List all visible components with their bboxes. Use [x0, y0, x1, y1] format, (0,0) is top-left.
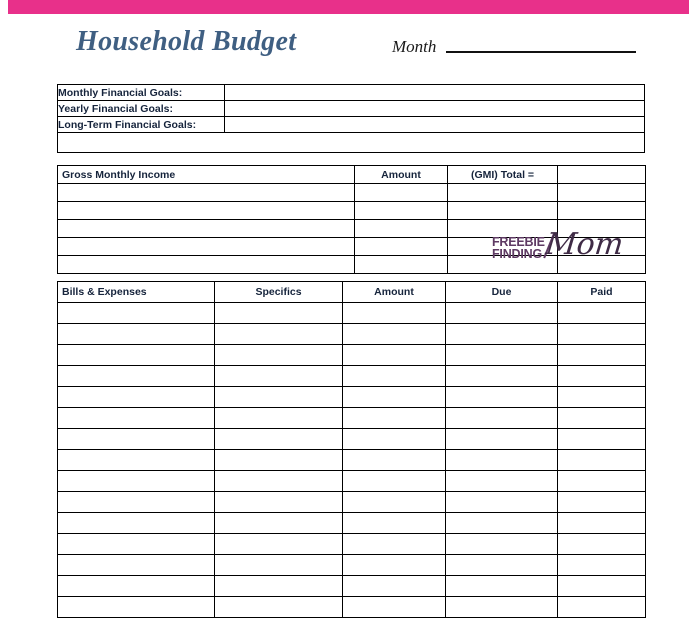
bills-due-cell[interactable]: [446, 429, 558, 450]
logo-line-2: FINDING: [492, 246, 542, 261]
freebie-finding-mom-logo: [492, 227, 642, 271]
income-source-cell[interactable]: [58, 220, 355, 238]
bills-amount-cell[interactable]: [343, 345, 446, 366]
top-accent-bar: [8, 0, 689, 14]
bills-amount-cell[interactable]: [343, 408, 446, 429]
bills-amount-cell[interactable]: [343, 366, 446, 387]
bills-name-cell[interactable]: [58, 555, 215, 576]
table-row: [58, 366, 646, 387]
income-amount-cell[interactable]: [355, 184, 448, 202]
bills-amount-cell[interactable]: [343, 576, 446, 597]
bills-specifics-cell[interactable]: [215, 366, 343, 387]
bills-amount-cell[interactable]: [343, 387, 446, 408]
income-amount-cell[interactable]: [355, 202, 448, 220]
bills-name-cell[interactable]: [58, 576, 215, 597]
bills-and-expenses-table: [57, 281, 646, 618]
table-row: [58, 408, 646, 429]
page-title: Household Budget: [76, 26, 297, 57]
bills-paid-cell[interactable]: [558, 324, 646, 345]
goal-label-monthly: Monthly Financial Goals:: [58, 85, 225, 101]
income-gmi-total-input[interactable]: [558, 166, 646, 184]
bills-paid-cell[interactable]: [558, 471, 646, 492]
logo-wordmark: [492, 237, 545, 260]
bills-paid-cell[interactable]: [558, 513, 646, 534]
bills-specifics-cell[interactable]: [215, 429, 343, 450]
month-field-group: [392, 38, 636, 55]
bills-name-cell[interactable]: [58, 597, 215, 618]
bills-due-cell[interactable]: [446, 303, 558, 324]
bills-specifics-cell[interactable]: [215, 450, 343, 471]
bills-amount-cell[interactable]: [343, 513, 446, 534]
bills-paid-cell[interactable]: [558, 387, 646, 408]
table-row: [58, 492, 646, 513]
bills-paid-cell[interactable]: [558, 429, 646, 450]
bills-name-cell[interactable]: [58, 429, 215, 450]
bills-name-cell[interactable]: [58, 450, 215, 471]
table-row: [58, 597, 646, 618]
income-source-cell[interactable]: [58, 238, 355, 256]
bills-specifics-cell[interactable]: [215, 492, 343, 513]
bills-name-cell[interactable]: [58, 303, 215, 324]
income-source-cell[interactable]: [58, 184, 355, 202]
bills-due-cell[interactable]: [446, 597, 558, 618]
bills-paid-cell[interactable]: [558, 534, 646, 555]
bills-amount-cell[interactable]: [343, 324, 446, 345]
bills-paid-cell[interactable]: [558, 408, 646, 429]
bills-specifics-cell[interactable]: [215, 387, 343, 408]
logo-script-mom: Mom: [544, 227, 626, 262]
goal-input-yearly[interactable]: [225, 101, 645, 117]
income-amount-cell[interactable]: [355, 238, 448, 256]
table-row: [58, 450, 646, 471]
table-row: [58, 324, 646, 345]
bills-header-paid: Paid: [558, 282, 646, 303]
bills-due-cell[interactable]: [446, 471, 558, 492]
bills-paid-cell[interactable]: [558, 366, 646, 387]
goal-label-yearly: Yearly Financial Goals:: [58, 101, 225, 117]
goal-input-monthly[interactable]: [225, 85, 645, 101]
bills-paid-cell[interactable]: [558, 492, 646, 513]
table-row: [58, 387, 646, 408]
bills-due-cell[interactable]: [446, 345, 558, 366]
bills-specifics-cell[interactable]: [215, 303, 343, 324]
bills-specifics-cell[interactable]: [215, 597, 343, 618]
table-row: [58, 303, 646, 324]
bills-name-cell[interactable]: [58, 471, 215, 492]
bills-specifics-cell[interactable]: [215, 471, 343, 492]
goal-label-longterm: Long-Term Financial Goals:: [58, 117, 225, 133]
bills-name-cell[interactable]: [58, 534, 215, 555]
spacer-cell: [448, 184, 558, 202]
bills-specifics-cell[interactable]: [215, 534, 343, 555]
table-row: [58, 345, 646, 366]
bills-paid-cell[interactable]: [558, 597, 646, 618]
bills-due-cell[interactable]: [446, 513, 558, 534]
bills-amount-cell[interactable]: [343, 303, 446, 324]
bills-amount-cell[interactable]: [343, 429, 446, 450]
bills-amount-cell[interactable]: [343, 597, 446, 618]
bills-amount-cell[interactable]: [343, 492, 446, 513]
bills-due-cell[interactable]: [446, 534, 558, 555]
table-row: [58, 555, 646, 576]
table-row: [58, 101, 645, 117]
bills-amount-cell[interactable]: [343, 534, 446, 555]
goal-input-extra[interactable]: [58, 133, 645, 153]
bills-name-cell[interactable]: [58, 324, 215, 345]
bills-amount-cell[interactable]: [343, 471, 446, 492]
table-row: [58, 429, 646, 450]
table-row: [58, 184, 646, 202]
financial-goals-table: [57, 84, 645, 153]
table-row: [58, 534, 646, 555]
bills-amount-cell[interactable]: [343, 450, 446, 471]
spacer-cell: [558, 184, 646, 202]
bills-due-cell[interactable]: [446, 408, 558, 429]
table-row: [58, 202, 646, 220]
bills-amount-cell[interactable]: [343, 555, 446, 576]
bills-due-cell[interactable]: [446, 555, 558, 576]
month-label: Month: [392, 37, 437, 56]
bills-name-cell[interactable]: [58, 387, 215, 408]
bills-name-cell[interactable]: [58, 492, 215, 513]
goal-input-longterm[interactable]: [225, 117, 645, 133]
month-input-line[interactable]: [446, 51, 636, 53]
table-row: [58, 117, 645, 133]
bills-name-cell[interactable]: [58, 513, 215, 534]
bills-due-cell[interactable]: [446, 450, 558, 471]
income-header-amount: Amount: [355, 166, 448, 184]
bills-paid-cell[interactable]: [558, 345, 646, 366]
table-row: [58, 471, 646, 492]
table-row: [58, 85, 645, 101]
bills-header-specifics: Specifics: [215, 282, 343, 303]
bills-specifics-cell[interactable]: [215, 513, 343, 534]
bills-due-cell[interactable]: [446, 366, 558, 387]
table-row: [58, 133, 645, 153]
bills-name-cell[interactable]: [58, 408, 215, 429]
bills-header-due: Due: [446, 282, 558, 303]
bills-name-cell[interactable]: [58, 345, 215, 366]
bills-header-amount: Amount: [343, 282, 446, 303]
table-row: [58, 513, 646, 534]
bills-due-cell[interactable]: [446, 324, 558, 345]
income-amount-cell[interactable]: [355, 220, 448, 238]
table-header-row: [58, 166, 646, 184]
logo-line-1: FREEBIE: [492, 235, 545, 249]
page-header: [0, 22, 700, 78]
bills-specifics-cell[interactable]: [215, 555, 343, 576]
bills-specifics-cell[interactable]: [215, 345, 343, 366]
bills-header-name: Bills & Expenses: [58, 282, 215, 303]
bills-paid-cell[interactable]: [558, 450, 646, 471]
income-source-cell[interactable]: [58, 256, 355, 274]
bills-paid-cell[interactable]: [558, 303, 646, 324]
table-header-row: [58, 282, 646, 303]
spacer-cell: [558, 202, 646, 220]
table-row: [58, 576, 646, 597]
bills-name-cell[interactable]: [58, 366, 215, 387]
income-header-gmi-total: (GMI) Total =: [448, 166, 558, 184]
bills-specifics-cell[interactable]: [215, 324, 343, 345]
income-header-source: Gross Monthly Income: [58, 166, 355, 184]
bills-due-cell[interactable]: [446, 576, 558, 597]
bills-paid-cell[interactable]: [558, 555, 646, 576]
spacer-cell: [448, 202, 558, 220]
bills-due-cell[interactable]: [446, 492, 558, 513]
bills-paid-cell[interactable]: [558, 576, 646, 597]
bills-specifics-cell[interactable]: [215, 408, 343, 429]
bills-table-body: [58, 303, 646, 618]
bills-due-cell[interactable]: [446, 387, 558, 408]
income-source-cell[interactable]: [58, 202, 355, 220]
bills-specifics-cell[interactable]: [215, 576, 343, 597]
income-amount-cell[interactable]: [355, 256, 448, 274]
